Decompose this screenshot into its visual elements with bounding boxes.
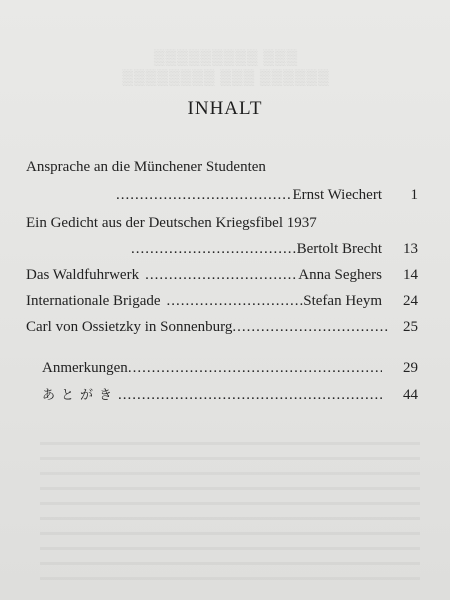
toc-entry-author: Anna Seghers <box>298 267 382 283</box>
toc-entry-page: 1 <box>410 187 418 203</box>
toc-entry-page: 14 <box>403 267 418 283</box>
toc-entry <box>26 292 418 310</box>
toc-entry-author: Stefan Heym <box>303 293 382 309</box>
show-through-lines <box>40 430 420 590</box>
leader-dots <box>118 386 382 404</box>
toc-entry-author: Ernst Wiechert <box>292 187 382 203</box>
appendix-title: Anmerkungen <box>42 360 128 376</box>
toc-entry-title: Carl von Ossietzky in Sonnenburg <box>26 319 233 335</box>
leader-dots <box>131 240 297 258</box>
appendix-page: 29 <box>403 360 418 376</box>
toc-entry-author-line <box>26 240 418 258</box>
toc-entry <box>26 318 390 336</box>
toc-entry <box>26 214 418 232</box>
show-through-text: ▒▒▒▒▒▒ ▒▒▒ ▒▒▒▒▒▒▒▒ <box>121 70 329 86</box>
toc-entry <box>26 266 418 284</box>
toc-title: INHALT <box>187 98 263 119</box>
toc-entry-author: Bertolt Brecht <box>296 241 382 257</box>
toc-entry-title: Ein Gedicht aus der Deutschen Kriegsfibel 1937 <box>26 215 317 231</box>
toc-entry-author-line <box>26 186 418 204</box>
toc-entry-page: 24 <box>403 293 418 309</box>
toc-entry-title: Das Waldfuhrwerk <box>26 267 140 283</box>
leader-dots <box>232 318 390 336</box>
leader-dots <box>145 266 298 284</box>
appendix-title: あとがき <box>42 388 119 403</box>
toc-entry-title: Internationale Brigade <box>26 293 161 309</box>
appendix-entry <box>42 359 418 377</box>
toc-entry <box>26 158 418 176</box>
toc-entry-title: Ansprache an die Münchener Studenten <box>26 159 266 175</box>
appendix-entry <box>42 386 418 405</box>
leader-dots <box>128 359 382 377</box>
show-through-text: ▒▒▒ ▒▒▒▒▒▒▒▒▒ <box>152 50 298 66</box>
appendix-page: 44 <box>403 387 418 403</box>
leader-dots <box>116 186 292 204</box>
toc-entry-page: 13 <box>403 241 418 257</box>
leader-dots <box>167 292 304 310</box>
toc-entry-page: 25 <box>403 319 418 335</box>
toc-entry-page-holder <box>388 318 418 336</box>
